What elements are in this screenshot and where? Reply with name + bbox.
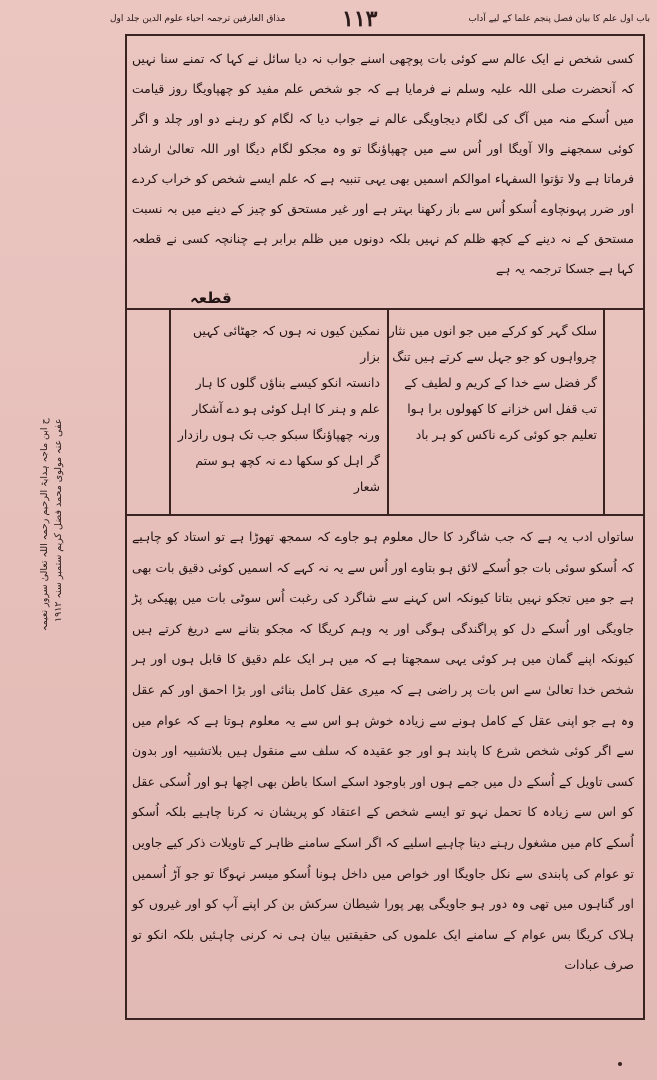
poem-divider-right [603, 310, 605, 514]
poem-line: نمکین کیوں نہ ہوں کہ جھٹائی کہیں بزار [192, 323, 380, 364]
poem-left-column [172, 318, 380, 500]
poem-line: چرواہوں کو جو جہل سے کرتے ہیں تنگ [392, 349, 597, 364]
paragraph-two: ساتواں ادب یہ ہے کہ جب شاگرد کا حال معلوم ہو جاوے کہ سمجھ تھوڑا ہے تو استاد کو چاہیے کہ اُسکو سوئی بات جو اُسکے لائق ہو بتاوے اور اُس سے یہ نہ کہے کہ اسمیں کوئی دقیق بات بھی ہے جو میں تجکو نہیں بتاتا کیونکہ اس کہنے سے شاگرد کی رغبت اُس سوٹی بات میں پھیکی پڑ جاویگی اور اُسکے دل کو پراگندگی ہوگی اور یہ وہم کریگا کہ مجکو بتانے سے دریغ کرتے ہیں کیونکہ اپنے گمان میں ہر کوئی یہی سمجھتا ہے کہ میں ہر ایک علم دقیق کا قابل ہوں اور ہر شخص خدا تعالیٰ سے اس بات پر راضی ہے کہ میری عقل کامل بنائی اور بڑا احمق اور کم عقل وہ ہے جو اپنی عقل کے کامل ہونے سے زیادہ خوش ہو اس سے یہ معلوم ہوتا ہے کہ عوام میں سے اگر کوئی شخص شرع کا پابند ہو اور جو عقیدہ کہ سلف سے منقول ہیں بلاتشبیہ اور بدون کسی تاویل کے اُسکے دل میں جمے ہوں اور باوجود اسکے اسکا باطن بھی اچھا ہو اور اُسکی عقل کو اس سے زیادہ کا تحمل نہو تو ایسے شخص کے اعتقاد کو پریشان نہ کرنا چاہیے بلکہ اُسکو اُسکے کام میں مشغول رہنے دینا چاہیے اسلیے کہ اگر اسکے سامنے ظاہر کے تاویلات ذکر کیے جاویں تو عوام کی پابندی سے نکل جاویگا اور خواص میں داخل ہونا اُسکو میسر نہوگا تو جو آڑ اُسمیں اور گناہوں میں تھی وہ دور ہو جاویگی پھر پورا شیطان سرکش بن کر اپنے آپ کو اور غیروں کو ہلاک کریگا بس عوام کے سامنے ایک علموں کی حقیقتیں بیان ہی نہ کرنی چاہئیں بلکہ انکو تو صرف عبادات [132, 529, 634, 973]
poem-line: تب قفل اس خزانے کا کھولوں برا ہوا [407, 401, 597, 416]
poem-line: علم و ہنر کا اہل کوئی ہو دے آشکار [192, 401, 380, 416]
ink-dot [618, 1062, 622, 1066]
poem-line: گر فضل سے خدا کے کریم و لطیف کے [404, 375, 597, 390]
poem-line: تعلیم جو کوئی کرے ناکس کو ہر باد [415, 427, 597, 442]
header-chapter-title: باب اول علم کا بیان فصل پنجم علما کے لیے آداب [468, 14, 650, 24]
page-number: ۱۱۳ [342, 6, 378, 32]
qita-title: قطعہ [190, 289, 232, 307]
header-book-title: مذاق العارفین ترجمہ احیاء علوم الدین جلد اول [110, 14, 286, 24]
poem-line: گر اہل کو سکھا دے نہ کچھ ہو ستم شعار [195, 453, 380, 494]
paragraph-one: کسی شخص نے ایک عالم سے کوئی بات پوچھی اسنے جواب نہ دیا سائل نے کہا کہ تمنے سنا نہیں کہ آنحضرت صلی اللہ علیہ وسلم نے فرمایا ہے کہ جو شخص علم مفید کو چھپاویگا روز قیامت میں اُسکے منہ میں آگ کی لگام دیجاویگی عالم نے جواب دیا کہ لگام کو رہنے دو اور چلد و اگر کوئی سمجھنے والا آویگا اور اُس سے میں چھپاؤنگا تو وہ مجکو لگام دیگا اور اللہ تعالیٰ ارشاد فرماتا ہے ولا تؤتوا السفہاء اموالکم اسمیں بھی یہی تنبیہ ہے کہ علم ایسے شخص کو خراب کردے اور ضرر پہونچاوے اُسکو اُس سے باز رکھنا بہتر ہے اور غیر مستحق کو چیز کے دینے میں بہ نسبت مستحق کے نہ دینے کے کچھ ظلم کم نہیں بلکہ دونوں میں ظلم برابر ہے چنانچہ کسی نے قطعہ کہا ہے جسکا ترجمہ یہ ہے [132, 51, 634, 276]
poem-line: سلک گہر کو کرکے میں جو انوں میں نثار [388, 323, 597, 338]
running-header [110, 4, 650, 34]
handwritten-margin-note: ح ابن ماجہ ہدایۃ الرحیم رحمہ اللہ تعالیٰ سرور نعیمہ عفی عنہ مولوی محمد فضل کریم ستمبر سنہ ۱۹۱۲ [39, 418, 64, 631]
poem-line: دانستہ انکو کیسے بناؤں گلوں کا ہار [195, 375, 380, 390]
poem-right-column [387, 318, 597, 448]
poem-line: ورنہ چھپاؤنگا سبکو جب تک ہوں رازدار [177, 427, 380, 442]
poem-divider-left [169, 310, 171, 514]
